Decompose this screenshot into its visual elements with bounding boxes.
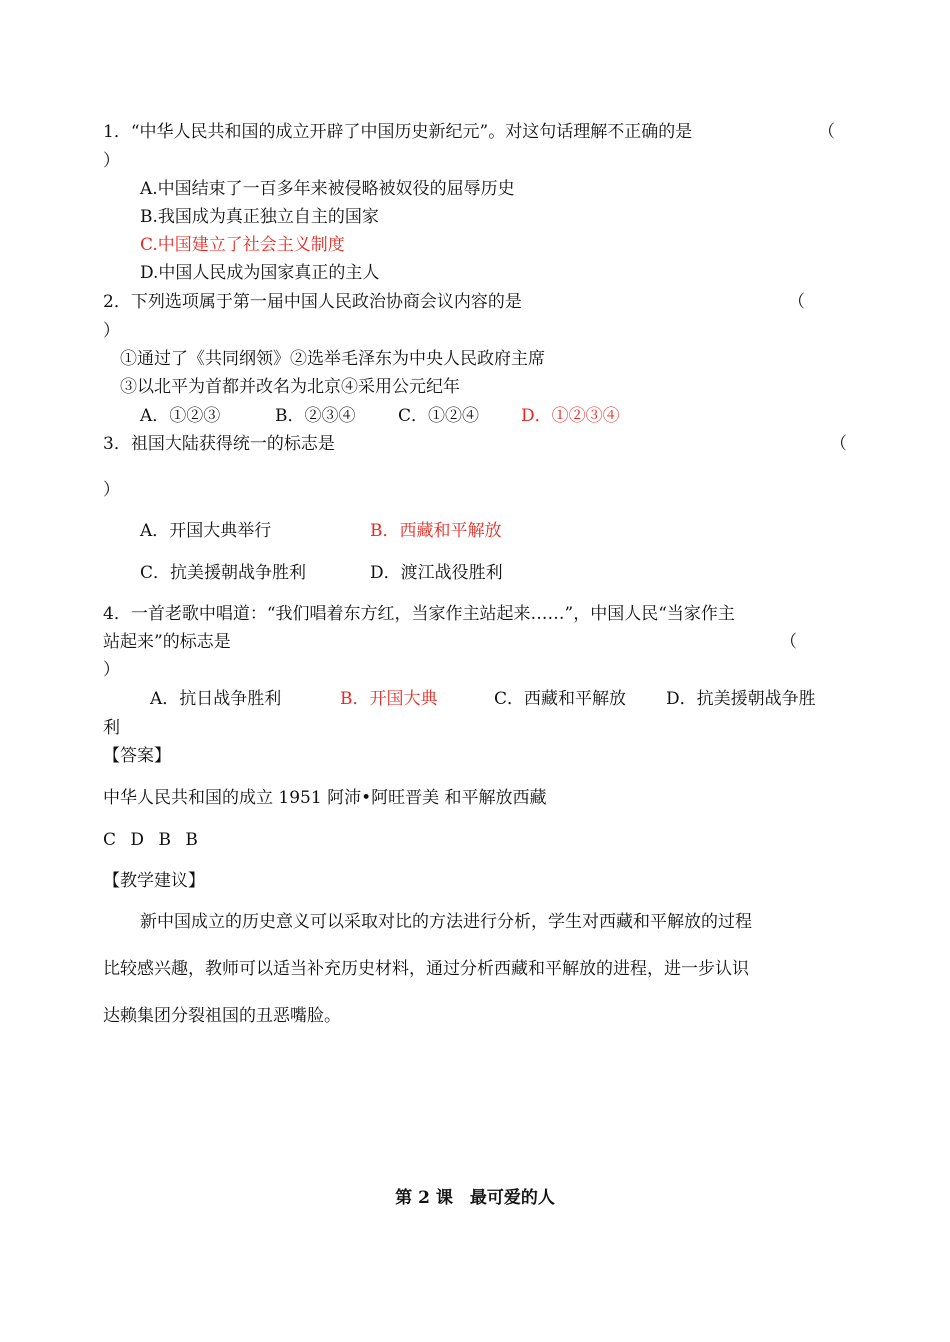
q4-paren-open: （ <box>780 632 797 652</box>
q3-option-a: A．开国大典举行 <box>140 521 272 541</box>
q4-stem-line1: 4．一首老歌中唱道：“我们唱着东方红，当家作主站起来……”，中国人民“当家作主 <box>103 604 735 624</box>
q3-option-b-correct: B．西藏和平解放 <box>370 521 502 541</box>
q3-paren-open: （ <box>830 434 847 454</box>
suggestion-line1: 新中国成立的历史意义可以采取对比的方法进行分析，学生对西藏和平解放的过程 <box>140 912 752 932</box>
suggestion-heading: 【教学建议】 <box>103 871 205 891</box>
answer-heading: 【答案】 <box>103 746 171 766</box>
q3-option-d: D．渡江战役胜利 <box>370 563 503 583</box>
q3-option-c: C．抗美援朝战争胜利 <box>140 563 307 583</box>
q2-stem: 2．下列选项属于第一届中国人民政治协商会议内容的是 <box>103 292 522 312</box>
q4-option-c: C．西藏和平解放 <box>494 689 627 709</box>
answer-line2: C D B B <box>103 830 198 850</box>
q1-option-c-correct: C.中国建立了社会主义制度 <box>140 235 345 255</box>
q1-stem: 1．“中华人民共和国的成立开辟了中国历史新纪元”。对这句话理解不正确的是 <box>103 122 693 142</box>
next-lesson-title: 第 2 课 最可爱的人 <box>395 1188 555 1208</box>
q1-option-b: B.我国成为真正独立自主的国家 <box>140 207 379 227</box>
q4-option-a: A．抗日战争胜利 <box>150 689 282 709</box>
q2-option-a: A．①②③ <box>140 406 221 426</box>
suggestion-line3: 达赖集团分裂祖国的丑恶嘴脸。 <box>103 1006 341 1026</box>
q4-option-d-wrap: 利 <box>103 718 120 738</box>
q3-paren-close: ） <box>103 480 120 500</box>
q3-stem: 3．祖国大陆获得统一的标志是 <box>103 434 335 454</box>
q2-paren-close: ） <box>103 321 120 341</box>
q2-items-line1: ①通过了《共同纲领》②选举毛泽东为中央人民政府主席 <box>120 349 545 369</box>
q4-paren-close: ） <box>103 660 120 680</box>
q4-option-d: D．抗美援朝战争胜 <box>666 689 816 709</box>
q2-option-b: B．②③④ <box>275 406 356 426</box>
answer-line1: 中华人民共和国的成立 1951 阿沛•阿旺晋美 和平解放西藏 <box>103 788 547 808</box>
q2-option-d-correct: D．①②③④ <box>521 406 620 426</box>
q1-option-a: A.中国结束了一百多年来被侵略被奴役的屈辱历史 <box>140 179 515 199</box>
q4-option-b-correct: B．开国大典 <box>340 689 438 709</box>
q2-paren-open: （ <box>788 292 805 312</box>
q1-paren-open: （ <box>818 122 835 142</box>
q1-option-d: D.中国人民成为国家真正的主人 <box>140 263 380 283</box>
q2-items-line2: ③以北平为首都并改名为北京④采用公元纪年 <box>120 377 460 397</box>
q2-option-c: C．①②④ <box>398 406 480 426</box>
suggestion-line2: 比较感兴趣，教师可以适当补充历史材料，通过分析西藏和平解放的进程，进一步认识 <box>103 959 749 979</box>
q1-paren-close: ） <box>103 151 120 171</box>
q4-stem-line2: 站起来”的标志是 <box>103 632 231 652</box>
